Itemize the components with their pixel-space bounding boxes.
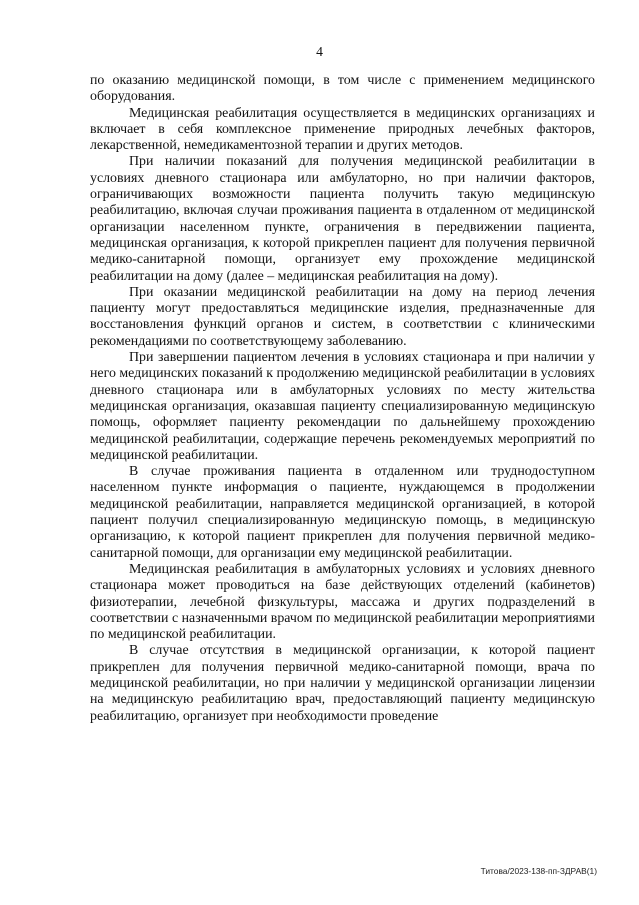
paragraph-no-rehab-doctor: В случае отсутствия в медицинской организации, к которой пациент прикреплен для получения первичной медико-санитарной помощи, врача по медицинской реабилитации, но при наличии у медицинской организации лицензии на медицинскую реабилитацию врач, предоставляющий пациенту медицинскую реабилитацию, организует при необходимости проведение	[90, 643, 595, 724]
paragraph-medical-devices: При оказании медицинской реабилитации на дому на период лечения пациенту могут предоставляться медицинские изделия, предназначенные для восстановления функций органов и систем, в соответствии с клиническими рекомендациями по соответствующему заболеванию.	[90, 284, 595, 349]
paragraph-discharge-recommendations: При завершении пациентом лечения в условиях стационара и при наличии у него медицинских показаний к продолжению медицинской реабилитации в условиях дневного стационара или в амбулаторных условиях по месту жительства медицинская организация, оказавшая пациенту специализированную медицинскую помощь, оформляет пациенту рекомендации по дальнейшему прохождению медицинской реабилитации, содержащие перечень рекомендуемых мероприятий по медицинской реабилитации.	[90, 350, 595, 463]
paragraph-remote-settlement: В случае проживания пациента в отдаленном или труднодоступном населенном пункте информация о пациенте, нуждающемся в продолжении медицинской реабилитации, направляется медицинской организацией, в которой пациент получил специализированную медицинскую помощь, в медицинскую организацию, к которой пациент прикреплен для получения первичной медико-санитарной помощи, для организации ему медицинской реабилитации.	[90, 464, 595, 561]
document-body	[90, 73, 595, 725]
document-reference-code: Титова/2023-138-пп-ЗДРАВ(1)	[480, 866, 597, 876]
paragraph-outpatient-departments: Медицинская реабилитация в амбулаторных условиях и условиях дневного стационара может проводиться на базе действующих отделений (кабинетов) физиотерапии, лечебной физкультуры, массажа и других подразделений в соответствии с назначенными врачом по медицинской реабилитации мероприятиями по медицинской реабилитации.	[90, 561, 595, 643]
paragraph-continuation: по оказанию медицинской помощи, в том числе с применением медицинского оборудования.	[90, 73, 595, 105]
paragraph-home-rehab: При наличии показаний для получения медицинской реабилитации в условиях дневного стационара или амбулаторно, но при наличии факторов, ограничивающих возможности пациента получить такую медицинскую реабилитацию, включая случаи проживания пациента в отдаленном от медицинской организации населенном пункте, ограничения в передвижении пациента, медицинская организация, к которой прикреплен пациент для получения первичной медико-санитарной помощи, организует ему прохождение медицинской реабилитации на дому (далее – медицинская реабилитация на дому).	[90, 154, 595, 284]
paragraph-rehab-definition: Медицинская реабилитация осуществляется в медицинских организациях и включает в себя комплексное применение природных лечебных факторов, лекарственной, немедикаментозной терапии и других методов.	[90, 105, 595, 154]
page-number: 4	[316, 44, 323, 59]
